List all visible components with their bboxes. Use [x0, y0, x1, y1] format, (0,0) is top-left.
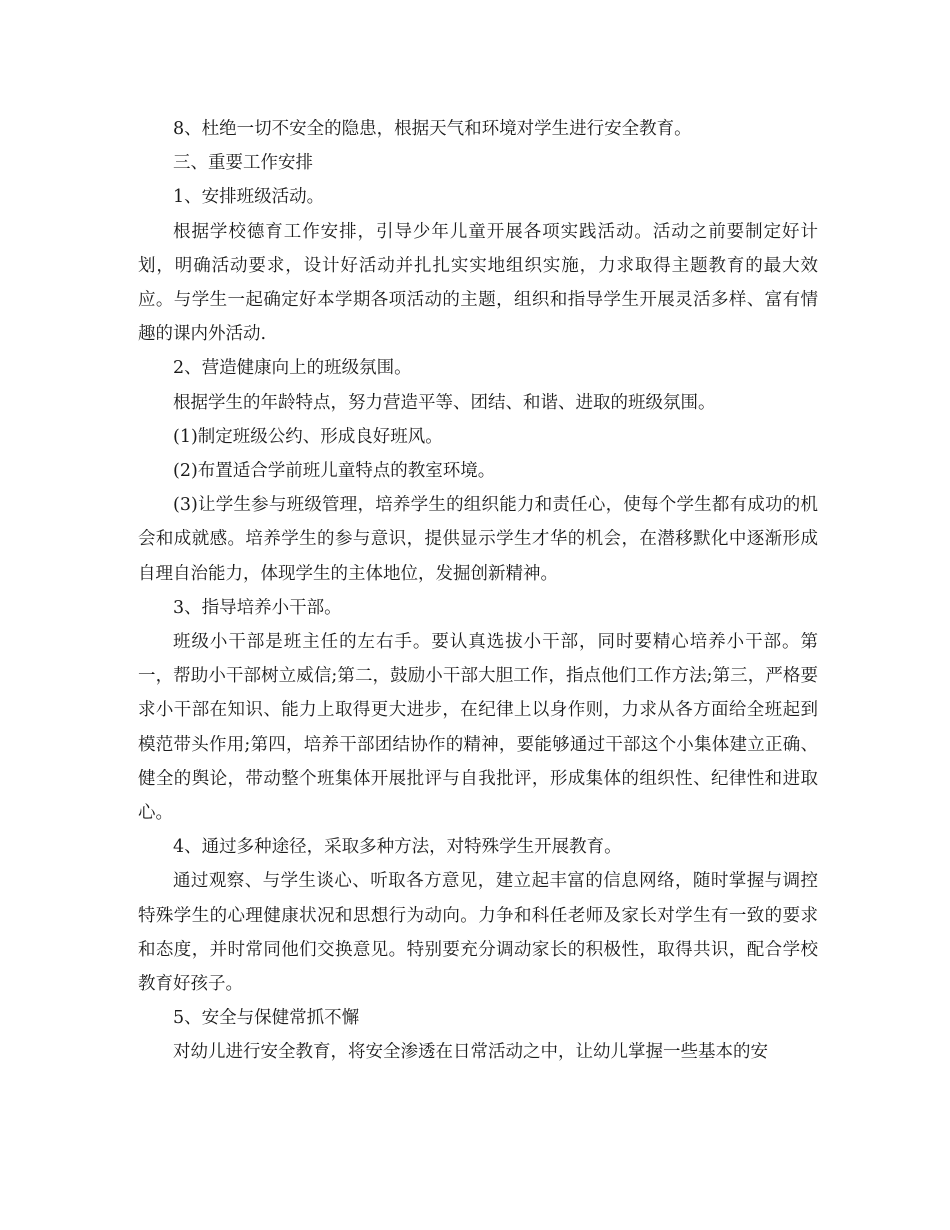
paragraph-safety-health: 对幼儿进行安全教育，将安全渗透在日常活动之中，让幼儿掌握一些基本的安 — [173, 1042, 768, 1063]
subheading-class-cadres: 3、指导培养小干部。 — [173, 597, 342, 618]
paragraph-class-atmosphere: 根据学生的年龄特点，努力营造平等、团结、和谐、进取的班级氛围。 — [173, 392, 716, 413]
subheading-class-activities: 1、安排班级活动。 — [173, 187, 325, 208]
paragraph-special-students: 通过观察、与学生谈心、听取各方意见，建立起丰富的信息网络，随时掌握与调控特殊学生的心理健康状况和思想行为动向。力争和科任老师及家长对学生有一致的要求和态度，并时常同他们交换意见。特别要充分调动家长的积极性，取得共识，配合学校教育好孩子。 — [138, 871, 818, 995]
paragraph-item-8-safety: 8、杜绝一切不安全的隐患，根据天气和环境对学生进行安全教育。 — [173, 119, 692, 139]
list-item-class-convention: (1)制定班级公约、形成良好班风。 — [173, 426, 443, 447]
subheading-class-atmosphere: 2、营造健康向上的班级氛围。 — [173, 358, 412, 379]
paragraph-class-cadres: 班级小干部是班主任的左右手。要认真选拔小干部，同时要精心培养小干部。第一，帮助小干部树立威信;第二，鼓励小干部大胆工作，指点他们工作方法;第三，严格要求小干部在知识、能力上取得更大进步，在纪律上以身作则，力求从各方面给全班起到模范带头作用;第四，培养干部团结协作的精神，要能够通过干部这个小集体建立正确、健全的舆论，带动整个班集体开展批评与自我批评，形成集体的组织性、纪律性和进取心。 — [138, 632, 818, 824]
subheading-special-students: 4、通过多种途径，采取多种方法，对特殊学生开展教育。 — [173, 837, 622, 858]
document-body — [138, 112, 818, 1070]
paragraph-class-activities: 根据学校德育工作安排，引导少年儿童开展各项实践活动。活动之前要制定好计划，明确活动要求，设计好活动并扎扎实实地组织实施，力求取得主题教育的最大效应。与学生一起确定好本学期各项活动的主题，组织和指导学生开展灵活多样、富有情趣的课内外活动. — [138, 221, 818, 345]
list-item-classroom-environment: (2)布置适合学前班儿童特点的教室环境。 — [173, 461, 496, 482]
section-heading-3: 三、重要工作安排 — [173, 153, 313, 174]
subheading-safety-health: 5、安全与保健常抓不懈 — [173, 1008, 360, 1029]
list-item-class-management: (3)让学生参与班级管理，培养学生的组织能力和责任心，使每个学生都有成功的机会和成就感。培养学生的参与意识，提供显示学生才华的机会，在潜移默化中逐渐形成自理自治能力，体现学生的主体地位，发掘创新精神。 — [138, 495, 818, 584]
